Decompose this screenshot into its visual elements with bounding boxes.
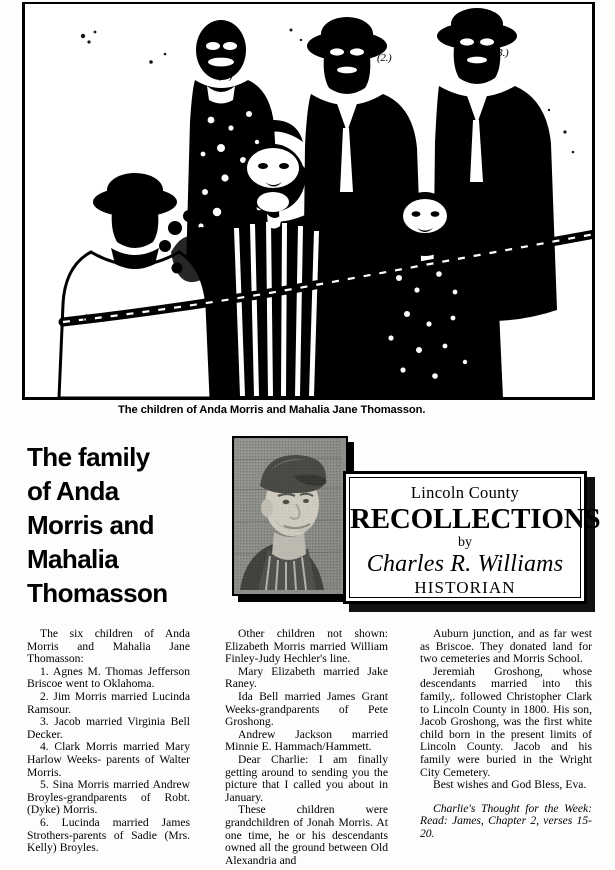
headline-line-5: Thomasson [27,578,168,608]
photo-caption: The children of Anda Morris and Mahalia Jane Thomasson. [118,404,426,416]
paragraph: 2. Jim Morris married Lucinda Ramsour. [27,689,190,716]
headline-line-1: The family [27,442,150,472]
photo-marker-4: (4) [83,312,95,324]
columnist-portrait [232,436,348,596]
paragraph: Andrew Jackson married Minnie E. Hammach/Hammett. [225,727,388,754]
paragraph: Auburn junction, and as far west as Briscoe. They donated land for two cemeteries and Morris School. [420,627,592,666]
logo-by: by [458,535,472,550]
group-photograph-image [25,2,592,397]
body-column-1 [27,628,190,855]
recollections-logo [343,471,601,604]
body-column-2 [225,628,388,867]
paragraph: 6. Lucinda married James Strothers-parents of Sadie (Mrs. Kelly) Broyles. [27,815,190,855]
paragraph: These children were grandchildren of Jonah Morris. At one time, he or his descendants owned all the ground between Old Alexandria and [225,803,388,867]
thought-for-the-week: Charlie's Thought for the Week: Read: James, Chapter 2, verses 15-20. [420,801,592,840]
page-title [27,440,227,610]
headline-line-2: of Anda [27,476,119,506]
logo-role: HISTORIAN [414,578,516,597]
group-photograph [22,2,595,400]
headline-line-3: Morris and [27,510,154,540]
paragraph: Other children not shown: Elizabeth Morris married William Finley-Judy Hechler's line. [225,627,388,666]
portrait-image [234,438,342,590]
charles-r-williams-photo [232,436,348,596]
headline-line-4: Mahalia [27,544,119,574]
recollections-logo-inner [349,477,601,598]
logo-author: Charles R. Williams [366,551,564,577]
paragraph: Jeremiah Groshong, whose descendants married into this family,. followed Christopher Clark to Lincoln County in 1800. His son, Jacob Groshong, was the first white child born in the present limits of Lincoln County. Jacob and his family were buried in the Wright City Cemetery. [420,664,592,779]
paragraph: 4. Clark Morris married Mary Harlow Weeks- parents of Walter Morris. [27,740,190,779]
paragraph: Dear Charlie: I am finally getting around to sending you the picture that I called you about in January. [225,752,388,804]
paragraph: Best wishes and God Bless, Eva. [433,778,587,792]
photo-marker-2: (2.) [377,52,392,64]
paragraph: 3. Jacob married Virginia Bell Decker. [27,715,190,741]
paragraph: Mary Elizabeth married Jake Raney. [225,664,388,691]
paragraph: The six children of Anda Morris and Mahalia Jane Thomasson: [27,627,190,666]
photo-marker-1: (1.) [218,70,233,82]
body-column-3 [420,628,592,841]
paragraph: 5. Sina Morris married Andrew Broyles-grandparents of Robt. (Dyke) Morris. [27,778,190,817]
photo-marker-3: (3.) [494,47,509,59]
paragraph: 1. Agnes M. Thomas Jefferson Briscoe went to Oklahoma. [27,664,190,691]
logo-kicker: Lincoln County [410,483,520,502]
paragraph: Ida Bell married James Grant Weeks-grandparents of Pete Groshong. [225,689,388,729]
logo-title: RECOLLECTIONS [350,503,601,535]
